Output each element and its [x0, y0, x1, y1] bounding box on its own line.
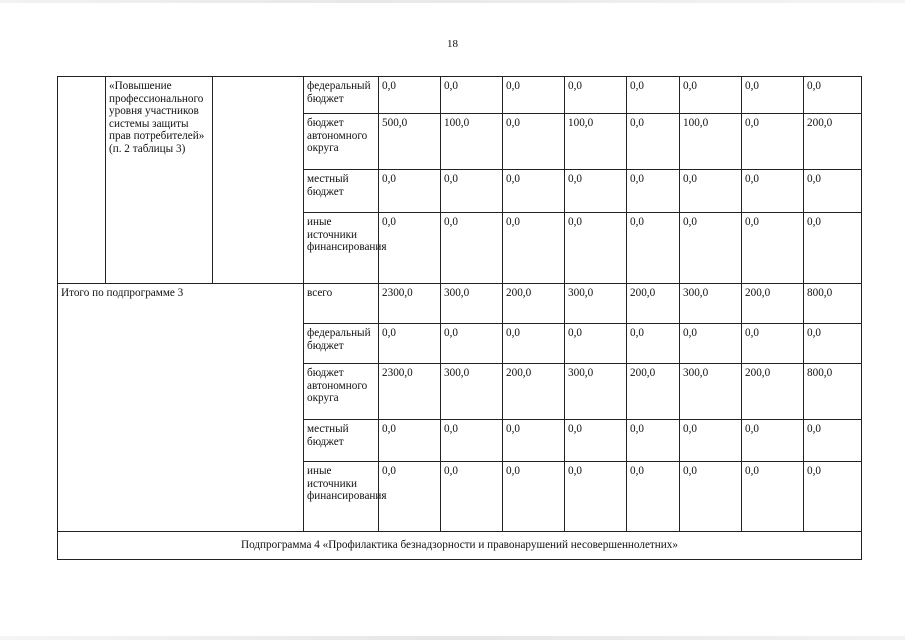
value-cell: 0,0	[680, 420, 742, 462]
value-cell: 0,0	[503, 77, 565, 114]
value-cell: 0,0	[680, 170, 742, 213]
value-cell: 300,0	[441, 364, 503, 420]
value-cell: 100,0	[565, 114, 627, 170]
value-cell: 0,0	[804, 462, 862, 532]
value-cell: 0,0	[565, 77, 627, 114]
value-cell: 0,0	[503, 324, 565, 364]
value-cell: 100,0	[680, 114, 742, 170]
funding-source-cell: местный бюджет	[304, 170, 379, 213]
value-cell: 0,0	[441, 420, 503, 462]
event-name-cell: «Повышение профессионального уровня участников системы защиты прав потребителей» (п. 2 таблицы 3)	[106, 77, 213, 284]
value-cell: 0,0	[804, 213, 862, 284]
value-cell: 0,0	[441, 77, 503, 114]
total-label-cell: Итого по подпрограмме 3	[58, 284, 304, 532]
value-cell: 800,0	[804, 364, 862, 420]
funding-source-cell: федеральный бюджет	[304, 77, 379, 114]
funding-source-cell: бюджет автономного округа	[304, 114, 379, 170]
funding-source-cell: всего	[304, 284, 379, 324]
value-cell: 0,0	[503, 213, 565, 284]
value-cell: 0,0	[804, 77, 862, 114]
value-cell: 0,0	[441, 462, 503, 532]
value-cell: 300,0	[680, 284, 742, 324]
value-cell: 200,0	[742, 284, 804, 324]
value-cell: 0,0	[379, 462, 441, 532]
value-cell: 0,0	[441, 213, 503, 284]
executor-cell	[213, 77, 304, 284]
value-cell: 200,0	[503, 364, 565, 420]
value-cell: 0,0	[742, 420, 804, 462]
table-row	[58, 532, 862, 560]
value-cell: 300,0	[680, 364, 742, 420]
value-cell: 800,0	[804, 284, 862, 324]
value-cell: 0,0	[742, 462, 804, 532]
funding-source-cell: федеральный бюджет	[304, 324, 379, 364]
value-cell: 0,0	[804, 170, 862, 213]
value-cell: 0,0	[742, 170, 804, 213]
table-body	[58, 77, 862, 560]
value-cell: 0,0	[742, 114, 804, 170]
value-cell: 2300,0	[379, 284, 441, 324]
value-cell: 100,0	[441, 114, 503, 170]
funding-source-cell: местный бюджет	[304, 420, 379, 462]
value-cell: 200,0	[804, 114, 862, 170]
value-cell: 0,0	[503, 114, 565, 170]
value-cell: 300,0	[565, 364, 627, 420]
value-cell: 300,0	[565, 284, 627, 324]
value-cell: 200,0	[503, 284, 565, 324]
value-cell: 0,0	[627, 213, 680, 284]
subprogram-title-cell: Подпрограмма 4 «Профилактика безнадзорности и правонарушений несовершеннолетних»	[58, 532, 862, 560]
value-cell: 0,0	[379, 77, 441, 114]
value-cell: 0,0	[742, 324, 804, 364]
funding-source-cell: иные источники финансирования	[304, 462, 379, 532]
row-number-cell	[58, 77, 106, 284]
value-cell: 0,0	[627, 114, 680, 170]
value-cell: 0,0	[627, 77, 680, 114]
value-cell: 0,0	[379, 420, 441, 462]
value-cell: 0,0	[680, 324, 742, 364]
value-cell: 0,0	[503, 462, 565, 532]
value-cell: 500,0	[379, 114, 441, 170]
value-cell: 0,0	[742, 77, 804, 114]
page-number: 18	[447, 38, 458, 50]
value-cell: 0,0	[379, 170, 441, 213]
value-cell: 0,0	[503, 420, 565, 462]
table-row	[58, 77, 862, 114]
value-cell: 0,0	[441, 324, 503, 364]
value-cell: 2300,0	[379, 364, 441, 420]
value-cell: 0,0	[804, 324, 862, 364]
value-cell: 200,0	[627, 364, 680, 420]
value-cell: 0,0	[742, 213, 804, 284]
value-cell: 0,0	[680, 77, 742, 114]
table-row	[58, 284, 862, 324]
value-cell: 0,0	[627, 324, 680, 364]
scan-bottom-edge	[0, 636, 905, 640]
scan-top-edge	[0, 0, 905, 3]
budget-table	[57, 76, 862, 560]
value-cell: 0,0	[503, 170, 565, 213]
funding-source-cell: иные источники финансирования	[304, 213, 379, 284]
value-cell: 0,0	[627, 170, 680, 213]
value-cell: 0,0	[565, 213, 627, 284]
value-cell: 0,0	[627, 420, 680, 462]
value-cell: 200,0	[627, 284, 680, 324]
value-cell: 0,0	[565, 324, 627, 364]
value-cell: 0,0	[565, 462, 627, 532]
value-cell: 0,0	[627, 462, 680, 532]
value-cell: 0,0	[379, 324, 441, 364]
value-cell: 0,0	[565, 170, 627, 213]
funding-source-cell: бюджет автономного округа	[304, 364, 379, 420]
value-cell: 200,0	[742, 364, 804, 420]
value-cell: 300,0	[441, 284, 503, 324]
value-cell: 0,0	[565, 420, 627, 462]
value-cell: 0,0	[379, 213, 441, 284]
value-cell: 0,0	[680, 462, 742, 532]
value-cell: 0,0	[804, 420, 862, 462]
value-cell: 0,0	[441, 170, 503, 213]
value-cell: 0,0	[680, 213, 742, 284]
